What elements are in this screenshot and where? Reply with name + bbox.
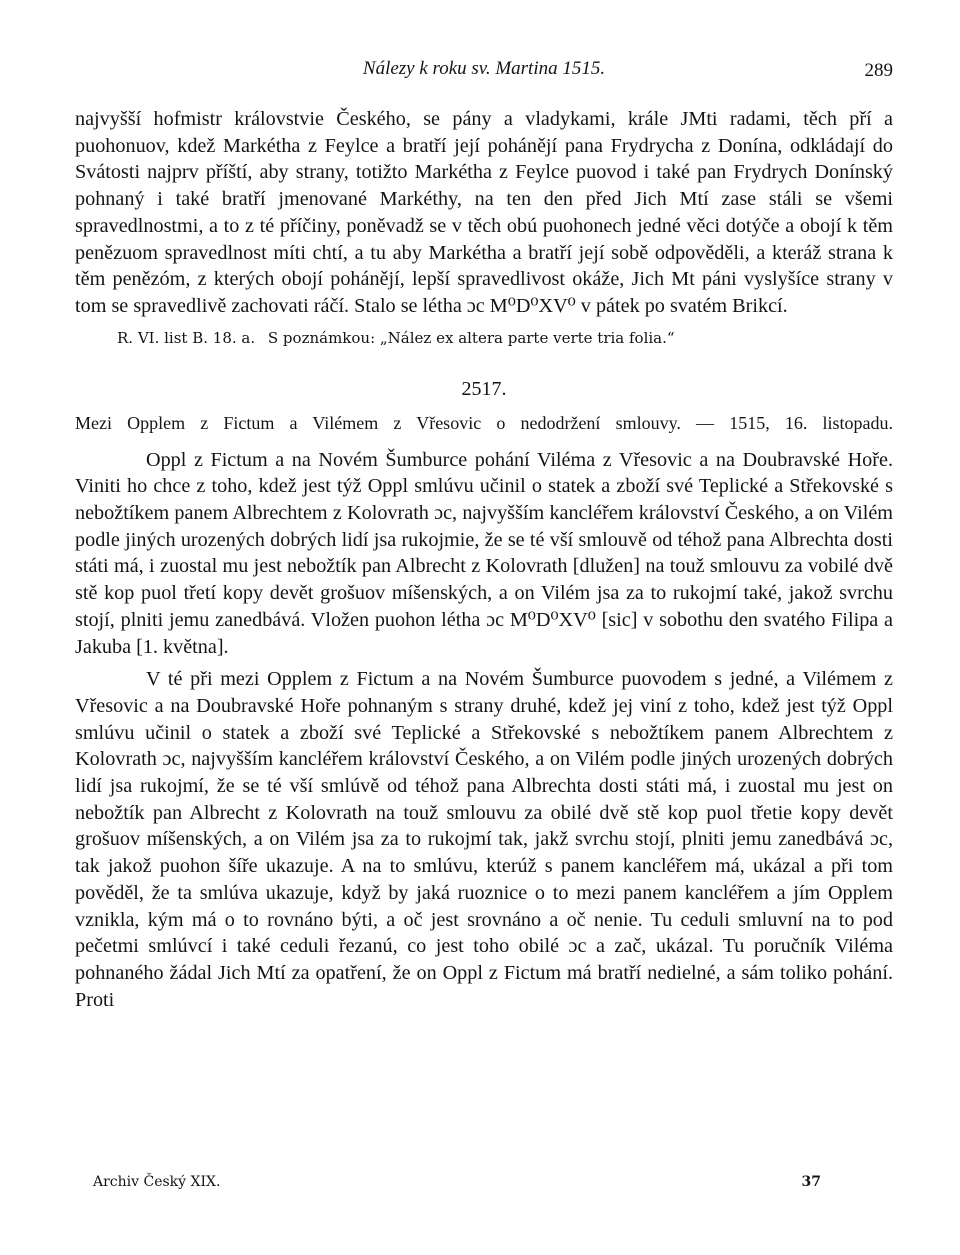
document-page bbox=[75, 54, 893, 1013]
source-reference: R. VI. list B. 18. a. bbox=[117, 328, 256, 347]
running-header bbox=[75, 54, 893, 84]
paragraph: V té při mezi Opplem z Fictum a na Novém Šumburce puovodem s jedné, a Vilémem z Vřesovic a na Doubravské Hoře pohnaným s strany druhé, kdež jej viní z toho, kdež jest týž Oppl smlúvu učinil o statek a zboží své Teplické a Střekovské s nebožtíkem panem Albrechtem z Kolovrath ɔc, najvyšším kancléřem království Českého, a on Vilém podle jiných urozených dobrých lidí jsa rukojmí, že se té vší smlúvě od téhož pana Albrechta dosti státi má, i zuostal mu jest on nebožtík pan Albrecht z Kolovrath na touž smlouvu za obilé dvě stě kop puol třetie kopy devět grošuov míšenských, a on Vilém jsa za to rukojmí tak, jakž svrchu stojí, plniti jemu zanedbává ɔc, tak jakož puohon šíře ukazuje. A na to smlúvu, kterúž s panem kancléřem má, ukázal a při tom pověděl, že ta smlúva ukazuje, když by jaká ruoznice o to mezi panem kancléřem a jím Opplem vznikla, kým má o to rovnáno býti, a oč jest srovnáno a oč nenie. Tu ceduli smluvní na to pod pečetmi smlúvcí i také ceduli řezanú, co jest toho obilé ɔc a zač, ukázal. Tu poručník Viléma pohnaného žádal Jich Mtí za opatření, že on Oppl z Fictum má bratří nedielné, a sám toliko pohání. Proti bbox=[75, 668, 893, 1011]
source-note bbox=[75, 328, 893, 348]
page-number: 289 bbox=[864, 60, 893, 81]
footer-signature-right: 37 bbox=[801, 1174, 821, 1190]
running-title: Nálezy k roku sv. Martina 1515. bbox=[362, 58, 606, 79]
page-footer bbox=[93, 1174, 821, 1198]
document-number: 2517. bbox=[461, 377, 507, 400]
document-heading: Mezi Opplem z Fictum a Vilémem z Vřesovic o nedodržení smlouvy. — 1515, 16. listopadu. bbox=[75, 412, 893, 433]
footer-signature-left: Archiv Český XIX. bbox=[93, 1174, 221, 1190]
continued-paragraph: najvyšší hofmistr královstvie Českého, se pány a vladykami, krále JMti radami, těch pří a puohonuov, kdež Markétha z Feylce a bratří její pohánějí pana Frydrycha z Donína, odkládají do Svátosti najprv příští, aby strany, totižto Markétha z Feylce puovod i také pan Frydrych Donínský pohnaný i také bratří jmenované Markéthy, na ten den před Jich Mtí zase stáli se všemi spravedlnostmi, a to z té příčiny, poněvadž se v těch obú puohonech jedné věci dotýče a obojí k těm penězuom spravedlnost míti chtí, a tu aby Markétha a bratří její sobě odpověděli, a kteráž strana k těm penězóm, z kterých obojí pohánějí, lepší spravedlivost okáže, Jich Mt páni vyslyšíce strany v tom se spravedlivě zachovati ráčí. Stalo se létha ɔc M⁰D⁰XV⁰ v pátek po svatém Brikcí. bbox=[75, 108, 893, 317]
paragraph: Oppl z Fictum a na Novém Šumburce pohání Viléma z Vřesovic a na Doubravské Hoře. Viniti ho chce z toho, kdež jest týž Oppl smlúvu učinil o statek a zboží své Teplické a Střekovské s nebožtíkem panem Albrechtem z Kolovrath ɔc, najvyšším kancléřem království Českého, a on Vilém podle jiných urozených dobrých lidí jsa rukojmie, že se té vší smlouvě od téhož pana Albrechta dosti státi má, i zuostal mu jest nebožtík pan Albrecht z Kolovrath [dlužen] na touž smlouvu za vobilé dvě stě kop puol třetí kopy devět grošuov míšenských, a on Vilém jsa za to rukojmí také, jakož svrchu stojí, plniti jemu zanedbává. Vložen puohon létha ɔc M⁰D⁰XV⁰ [sic] v sobothu den svatého Filipa a Jakuba [1. května]. bbox=[75, 448, 893, 658]
source-remark: S poznámkou: „Nález ex altera parte verte tria folia.“ bbox=[267, 328, 675, 347]
